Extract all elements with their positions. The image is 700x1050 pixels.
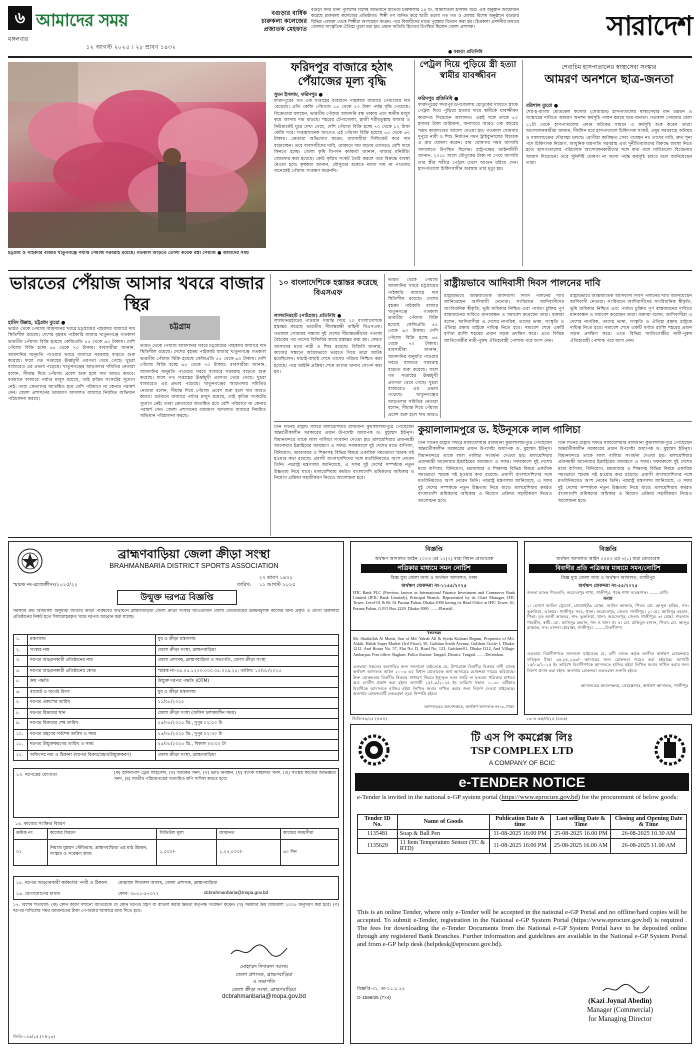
sports-intro: সরকারি ক্রয় বিধিমালা অনুযায়ী জাতীয় ক্রীড়া পরিষদের অর্থায়নে ব্রাহ্মণবাড়িয়া জেলা ক্রীড়া সংস্থার আওতাধীন জেলা স্টেডিয়ামের উন্নয়নমূলক কাজের জন্য প্রকৃত ও যোগ্য ঠিকাদারী প্রতিষ্ঠানের নিকট হতে সিলমোহরকৃত খামে দরপত্র আহ্বান করা যাচ্ছে। [13, 609, 339, 620]
table-cell: সংস্থার নাম [27, 645, 155, 656]
tsp-tender-table: Tender ID No. Name of Goods Publication Date & time Last selling Date & Time Closing and Opening Date & Time 1135481 Soap & Ball Pen 11-08-2025 16:00 PM 25-08-2025 16.00 PM 26-08-2025 10.30 AM 1135629 11 Item Temperature Sensor (TC & RTD) 11-08-2025 16:00 PM 25-08-2025 16.00 AM 26-08-2025 11.00 AM [357, 814, 687, 854]
story2-body: ফরিদপুরের সদরপুর উপজেলায় যৌতুকের দাবিতে স্ত্রীকে পেট্রল দিয়ে পুড়িয়ে হত্যার দায়ে স্বামীকে যাবজ্জীবন কারাদণ্ড দিয়েছেন আদালত। একই সঙ্গে তাকে ৫০ হাজার টাকা জরিমানা, অনাদায়ে আরও এক বছরের সশ্রম কারাদণ্ডের আদেশ দেওয়া হয়। গতকাল সোমবার দুপুরে নারী ও শিশু নির্যাতন দমন ট্রাইব্যুনালের বিচারক এ রায় ঘোষণা করেন। রায় ঘোষণার সময় আসামি আদালতে উপস্থিত ছিলেন। রাষ্ট্রপক্ষের আইনজীবী জানান, ২০১৮ সালে যৌতুকের টাকা না পেয়ে আসামি তার স্ত্রীর শরীরে পেট্রল ঢেলে আগুন ধরিয়ে দেন। হাসপাতালে চিকিৎসাধীন অবস্থায় তার মৃত্যু হয়। [418, 103, 518, 173]
table-cell: দরপত্র আহ্বানকারী প্রতিষ্ঠানের কোড [27, 666, 155, 677]
work-label: ১৪. কাজের সংক্ষিপ্ত বিবরণ [15, 822, 66, 827]
teaser-lines: বগুড়ার বার্ষিক চারুকলা কলেজের প্রজাতক মেহফাত [261, 10, 307, 33]
tsp-code-mid: G-1599/25 (7×4) [357, 995, 391, 1000]
table-row [14, 750, 339, 761]
sports-org-bn: ব্রাহ্মণবাড়িয়া জেলা ক্রীড়া সংস্থা [117, 547, 271, 561]
signer-name: মোহাম্মদ দিদারুল আলম [240, 964, 288, 970]
story1-body: ফরিদপুরের গত এক সপ্তাহের ব্যবধানে পাইকারি বাজারে পেঁয়াজের দাম বেড়েছে। প্রতি কেজি পেঁয়াজে ১৫ থেকে ২০ টাকা পর্যন্ত বৃদ্ধি পেয়েছে। বিক্রেতারা বলছেন, ভারতীয় পেঁয়াজ আমদানি বন্ধ থাকায় এবং স্থানীয় মজুদ কমে আসায় দাম বাড়ছে। শহরের টেপাখোলা, হাজী শরীয়তুল্লাহ বাজার ও নিউমার্কেট ঘুরে দেখা গেছে, দেশি পেঁয়াজ বিক্রি হচ্ছে ৭০ থেকে ৮০ টাকা কেজি দরে। সপ্তাহখানেক আগেও এই পেঁয়াজ বিক্রি হয়েছে ৫৫ থেকে ৬০ টাকায়। ক্রেতারা অভিযোগ করেন, ব্যবসায়ীরা সিন্ডিকেট করে দাম বাড়াচ্ছেন। তবে ব্যবসায়ীদের দাবি, মোকামে দাম বাড়ায় তাদেরও বেশি দামে কিনতে হচ্ছে। জেলা কৃষি বিপণন কর্মকর্তা জানান, বাজার মনিটরিং জোরদার করা হয়েছে। কেউ কৃত্রিম সংকট তৈরি করলে তার বিরুদ্ধে ব্যবস্থা নেওয়া হবে। কৃষকরা জানান, মৌসুমের শুরুতে ন্যায্য দাম না পাওয়ায় অনেকেই পেঁয়াজ সংরক্ষণ করেননি। [274, 99, 410, 175]
signer-title: জেলা প্রশাসক, ব্রাহ্মণবাড়িয়া [235, 971, 293, 978]
sports-date-bn: ২৭ শ্রাবণ ১৪৩২ [259, 575, 293, 581]
table-cell: ৪. [14, 666, 28, 677]
paper-logo [36, 8, 186, 30]
masthead [8, 6, 692, 56]
court2-defendants: ১। মেসার্স জাবিন ট্রেডার্স, প্রোপ্রাইটর: মোছা. জাবিন আক্তার, পিতা: মো. আব্দুল হাকিম, সাং: ভুরুলিয়া, ডাকঘর: গাজীপুর সদর, থানা: জয়দেবপুর, জেলা: গাজীপুর। ২। মো. আনিসুর রহমান, পিতা: মৃত আলী আকবর, সাং: ভুরুলিয়া, থানা: জয়দেবপুর, জেলা: গাজীপুর। ৩। মোছা. শাহনাজ পারভীন, স্বামী: মো. আনিসুর রহমান, সাং ও থানা ঐ। ৪। মো. রাকিবুল হাসান, পিতা: মো. আব্দুর রাজ্জাক, সাং: চান্দনা চৌরাস্তা, গাজীপুর। ........বিবাদীগণ। [527, 603, 689, 631]
continuation-col: ভারত থেকে পেঁয়াজ আমদানির খবরে চট্টগ্রামের পাইকারি বাজারে দাম স্থিতিশীল রয়েছে। দেশের বৃহত্তম পাইকারি বাজার খাতুনগঞ্জে গতকাল ভারতীয় পেঁয়াজ বিক্রি হয়েছে কেজিপ্রতি ৫৫ থেকে ৬০ টাকায়। দেশি পেঁয়াজ বিক্রি হচ্ছে ৬৫ থেকে ৭০ টাকায়। ব্যবসায়ীরা জানান, আমদানির অনুমতি পাওয়ার খবরে বাজারে সরবরাহ বাড়তে শুরু করেছে। ফলে গত সপ্তাহের ঊর্ধ্বমুখী প্রবণতা থেমে গেছে। খুচরা বাজারেও এর প্রভাব পড়েছে। খাতুনগঞ্জের আড়তদার সমিতির নেতারা বলেন, সীমান্ত দিয়ে পেঁয়াজ প্রবেশ শুরু হলে দাম আরও [388, 278, 438, 418]
court2-sub: অর্থঋণ আদালত আইন ২০০৩ এর ৭(১) ধারা মোতাবেক [556, 557, 660, 562]
story4-byline: হামিদ উল্লাহ, চট্টগ্রাম ব্যুরো ● [8, 320, 66, 326]
signature-mark [229, 942, 289, 960]
table-cell: জেলা ক্রীড়া সংস্থা, ব্রাহ্মণবাড়িয়া [155, 645, 338, 656]
court1-sub: অর্থঋণ আদালত আইন ২০০৩ এর ১২(২) ধারা বিধান মোতাবেক [374, 557, 494, 562]
story4-body-right: ভারত থেকে পেঁয়াজ আমদানির খবরে চট্টগ্রামের পাইকারি বাজারে দাম স্থিতিশীল রয়েছে। দেশের বৃহত্তম পাইকারি বাজার খাতুনগঞ্জে গতকাল ভারতীয় পেঁয়াজ বিক্রি হয়েছে কেজিপ্রতি ৫৫ থেকে ৬০ টাকায়। দেশি পেঁয়াজ বিক্রি হচ্ছে ৬৫ থেকে ৭০ টাকায়। ব্যবসায়ীরা জানান, আমদানির অনুমতি পাওয়ার খবরে বাজারে সরবরাহ বাড়তে শুরু করেছে। ফলে গত সপ্তাহের ঊর্ধ্বমুখী প্রবণতা থেমে গেছে। খুচরা বাজারেও এর প্রভাব পড়েছে। খাতুনগঞ্জের আড়তদার সমিতির নেতারা বলেন, সীমান্ত দিয়ে পেঁয়াজ প্রবেশ শুরু হলে দাম আরও কমবে। বর্তমানে বাজারে পর্যাপ্ত মজুদ রয়েছে, তাই কৃত্রিম সংকটের সুযোগ নেই। তারা ক্রেতাদের আতঙ্কিত হয়ে বেশি পরিমাণে না কেনার পরামর্শ দেন। জেলা প্রশাসনের ভ্রাম্যমাণ আদালত বাজারে নিয়মিত অভিযান পরিচালনা করছে। [140, 344, 266, 420]
court-notice-ad-2 [524, 541, 692, 715]
table-cell: ৮. [14, 708, 28, 719]
sports-date-en: ১১ আগস্ট ২০২৫ [259, 582, 296, 588]
page-number: ৬ [8, 6, 32, 30]
eligibility-label: ১৩. দরপত্রের যোগ্যতা [16, 773, 58, 778]
photo-caption: চট্টগ্রাম ও পাইকারি বাজার খাতুনগঞ্জে পর্যাপ্ত পেঁয়াজ সরবরাহ রয়েছে। গতকাল আড়তে তোলা কয়েক বস্তা পেঁয়াজ ● আমাদের সময় [8, 251, 249, 256]
tsp-signer: (Kazi Joynal Abedin) [588, 997, 652, 1005]
onion-sacks-illustration [8, 62, 266, 248]
bcic-logo [653, 733, 687, 767]
story2-headline: পেট্রল দিয়ে পুড়িয়ে স্ত্রী হত্যা স্বামীর যাবজ্জীবন [419, 60, 517, 81]
tsp-tender-ad [350, 724, 692, 1044]
table-cell: বাজেট ও অর্থের উৎস [27, 687, 155, 698]
story2-byline: ফরিদপুর প্রতিনিধি ● [418, 96, 459, 102]
table-row [14, 635, 339, 646]
teaser-text: বগুড়া সদর থানা পুলিশের বিশেষ অভিযানে হাতিয়ে চারুকলার ১৪ টি, আমলিগুল ইসলাম ধরে। এক অনুষ্ঠান আয়োজন করেছে চারুকলা কলেজের প্রতিষ্ঠাতা। শিল্পী গণ জনিত করে ছাত্রী গুলো গত গত ও মেলার বিশেষ অনুষ্ঠানে বগুড়ার বিভিন্ন এলাকা থেকে শিল্পীরা অংশগ্রহণ করেন। পরে বিজয়ীদের মাঝে পুরস্কার বিতরণ করা হয়। চিত্রকলা প্রদর্শনীর মাধ্যমে জেলার সাংস্কৃতিক ঐতিহ্য তুলে ধরা হয়। প্রধান অতিথি হিসেবে উপস্থিত ছিলেন জেলা প্রশাসক। [311, 8, 519, 31]
court2-plaintiff: জনতা ব্যাংক পিএলসি, জয়দেবপুর শাখা, গাজীপুর, পক্ষে শাখা ব্যবস্থাপক। ........বাদী। [527, 590, 669, 595]
court-notice-ad-1 [350, 541, 518, 631]
table-cell: অফিসের নাম ও ঠিকানা (দরপত্র বিক্রয়/গ্রহণ/উন্মুক্তকরণ) [27, 750, 155, 761]
story3-body: শের-ই-বাংলা মেডিকেল কলেজ (শেবাচিম) হাসপাতালের স্বাস্থ্যসেবার মান উন্নয়ন ও সংস্কারের দাবিতে আমরণ অনশন কর্মসূচি পালন করছে ছাত্র-জনতা। গতকাল সোমবার বেলা ১১টা থেকে হাসপাতালের প্রধান ফটকের সামনে এ কর্মসূচি শুরু করেন তারা। আন্দোলনকারীরা জানান, দীর্ঘদিন ধরে হাসপাতালে চিকিৎসক সংকট, ওষুধ সরবরাহে অনিয়ম ও দালালচক্রের দৌরাত্ম্য চলছে। রোগীরা কাঙ্ক্ষিত সেবা পাচ্ছেন না। তাদের দাবি, দ্রুত শূন্য পদে চিকিৎসক নিয়োগ, আধুনিক যন্ত্রপাতি সরবরাহ এবং দুর্নীতিবাজদের বিরুদ্ধে ব্যবস্থা নিতে হবে। হাসপাতালের পরিচালক আন্দোলনকারীদের সঙ্গে কথা বলে দাবিগুলো বিবেচনার আশ্বাস দিয়েছেন। তবে সুনির্দিষ্ট ঘোষণা না আসা পর্যন্ত কর্মসূচি চলবে বলে জানিয়েছেন তারা। [526, 110, 692, 167]
story5-byline: লালমনিরহাট (পাটগ্রাম) প্রতিনিধি ● [274, 314, 342, 319]
story5-body: লালমনিরহাটের পাটগ্রাম সীমান্ত দিয়ে ১০ বাংলাদেশিকে হস্তান্তর করেছে ভারতীয় সীমান্তরক্ষী বাহিনী বিএসএফ। গতকাল সোমবার সন্ধ্যায় দুই দেশের সীমান্তরক্ষীদের পতাকা বৈঠকের পর তাদের বিজিবির কাছে হস্তান্তর করা হয়। ফেরত আসাদের মধ্যে নারী ও শিশু রয়েছে। বিজিবি জানায়, কাজের সন্ধানে অবৈধভাবে ভারতে গিয়ে তারা আটক হয়েছিলেন। যাচাই-বাছাই শেষে তাদের পরিচয় নিশ্চিত করা হয়েছে। পরে আইনি প্রক্রিয়া শেষে তাদের থানায় সোপর্দ করা হয়। [274, 319, 382, 376]
court2-org: বিজ্ঞপ্তি [599, 546, 617, 553]
table-cell: জেলা ক্রীড়া সংস্থা, ব্রাহ্মণবাড়িয়া [155, 750, 338, 761]
story4-body-left: ভারত থেকে পেঁয়াজ আমদানির খবরে চট্টগ্রামের পাইকারি বাজারে দাম স্থিতিশীল রয়েছে। দেশের বৃহত্তম পাইকারি বাজার খাতুনগঞ্জে গতকাল ভারতীয় পেঁয়াজ বিক্রি হয়েছে কেজিপ্রতি ৫৫ থেকে ৬০ টাকায়। দেশি পেঁয়াজ বিক্রি হচ্ছে ৬৫ থেকে ৭০ টাকায়। ব্যবসায়ীরা জানান, আমদানির অনুমতি পাওয়ার খবরে বাজারে সরবরাহ বাড়তে শুরু করেছে। ফলে গত সপ্তাহের ঊর্ধ্বমুখী প্রবণতা থেমে গেছে। খুচরা বাজারেও এর প্রভাব পড়েছে। খাতুনগঞ্জের আড়তদার সমিতির নেতারা বলেন, সীমান্ত দিয়ে পেঁয়াজ প্রবেশ শুরু হলে দাম আরও কমবে। বর্তমানে বাজারে পর্যাপ্ত মজুদ রয়েছে, তাই কৃত্রিম সংকটের সুযোগ নেই। তারা ক্রেতাদের আতঙ্কিত হয়ে বেশি পরিমাণে না কেনার পরামর্শ দেন। জেলা প্রশাসনের ভ্রাম্যমাণ আদালত বাজারে নিয়মিত অভিযান পরিচালনা করছে। [8, 327, 135, 403]
court1-versus: Versus [426, 631, 442, 636]
story7-body-a: তিন দিনের রাষ্ট্রীয় সফরে মালয়েশিয়ার রাজধানী কুয়ালালামপুরে পৌঁছেছেন অন্তর্বর্তীকালীন সরকারের প্রধান উপদেষ্টা অধ্যাপক ড. মুহাম্মদ ইউনূস। বিমানবন্দরে তাকে লাল গালিচা সংবর্ধনা দেওয়া হয়। মালয়েশিয়ার প্রধানমন্ত্রী আনোয়ার ইব্রাহিমের আমন্ত্রণে এ সফর। সফরকালে দুই দেশের মধ্যে বাণিজ্য, বিনিয়োগ, শ্রমবাজার ও শিক্ষাসহ বিভিন্ন বিষয়ে একাধিক সমঝোতা স্মারক সই হওয়ার কথা রয়েছে। প্রবাসী বাংলাদেশিদের সঙ্গে মতবিনিময়েও অংশ নেবেন তিনি। পররাষ্ট্র মন্ত্রণালয় জানিয়েছে, এ সফর দুই দেশের সম্পর্ককে নতুন উচ্চতায় নিয়ে যাবে। মালয়েশিয়ায় কর্মরত বাংলাদেশি শ্রমিকদের অধিকার ও নিয়োগ প্রক্রিয়া সহজীকরণ নিয়েও আলোচনা হবে। [274, 425, 414, 482]
table-cell: দরপত্র বিক্রয়ের স্থান [27, 708, 155, 719]
table-row [14, 698, 339, 709]
work-table: ক্রমিক নং কাজের বিবরণ সিডিউল মূল্য জামানত কাজের সময়সীমা ০১ নিয়াজ মুহম্মদ স্টেডিয়াম, ব্রাহ্মণবাড়িয়া এর মাঠ উন্নয়ন, সংস্কার ও সংরক্ষণ কাজ ১,০০০/- ১,২৫,০০০/- ৬০ দিন [13, 828, 339, 866]
tsp-intro: e-Tender is invited in the national e-GP system portal (https://www.eprocure.gov.bd) for the procurement of below goods: [357, 794, 679, 801]
story1-headline: ফরিদপুর বাজারে হঠাৎ পেঁয়াজের মূল্য বৃদ্ধি [290, 60, 394, 88]
court1-title: পত্রিকার মাধ্যমে সমন নোটিশ [361, 564, 507, 573]
table-cell: ১০. [14, 729, 28, 740]
court1-defendant: Mr. Shafiullah Al Munir, Son of Md. Yakub Ali & Syeda Kulsum Begum, Proprietor of M/s. Aakib, Habib Super Market (3rd Floor), 50, Gulshan South Avenue, Gulshan Circle-1, Dhaka-1212. And House No. 57, Flat No. D, Road No. 123, Gulshan-01, Dhaka-1212. And Village: Ambarpur, Post office: Bagbari, Police Station: Tangail, District: Tangail. ........Defendant. [353, 636, 515, 657]
table-row [14, 687, 339, 698]
court1-footer: আদালতের আদেশক্রমে, অর্থঋণ আদালত নং-৩, ঢাকা [424, 704, 514, 709]
story7-body-c: তিন দিনের রাষ্ট্রীয় সফরে মালয়েশিয়ার রাজধানী কুয়ালালামপুরে পৌঁছেছেন অন্তর্বর্তীকালীন সরকারের প্রধান উপদেষ্টা অধ্যাপক ড. মুহাম্মদ ইউনূস। বিমানবন্দরে তাকে লাল গালিচা সংবর্ধনা দেওয়া হয়। মালয়েশিয়ার প্রধানমন্ত্রী আনোয়ার ইব্রাহিমের আমন্ত্রণে এ সফর। সফরকালে দুই দেশের মধ্যে বাণিজ্য, বিনিয়োগ, শ্রমবাজার ও শিক্ষাসহ বিভিন্ন বিষয়ে একাধিক সমঝোতা স্মারক সই হওয়ার কথা রয়েছে। প্রবাসী বাংলাদেশিদের সঙ্গে মতবিনিময়েও অংশ নেবেন তিনি। পররাষ্ট্র মন্ত্রণালয় জানিয়েছে, এ সফর দুই দেশের সম্পর্ককে নতুন উচ্চতায় নিয়ে যাবে। মালয়েশিয়ায় কর্মরত বাংলাদেশি শ্রমিকদের অধিকার ও নিয়োগ প্রক্রিয়া সহজীকরণ নিয়েও আলোচনা হবে। [558, 441, 692, 504]
table-row [14, 656, 339, 667]
email-value[interactable]: dcbrahmanbaria@mopa.gov.bd [204, 890, 269, 895]
tsp-logo [357, 733, 391, 767]
issue-date: ১২ আগস্ট ২০২৫ । ২৮ শ্রাবণ ১৪৩২ [86, 44, 176, 51]
signer-block [189, 964, 339, 1002]
table-cell: ১১. [14, 740, 28, 751]
sports-date-label: তারিখ: [237, 582, 252, 588]
table-cell: জেলা প্রশাসক, ব্রাহ্মণবাড়িয়া ও সভাপতি, জেলা ক্রীড়া সংস্থা [155, 656, 338, 667]
sports-tender-table [13, 634, 339, 761]
table-row [14, 729, 339, 740]
table-cell: ৩. [14, 656, 28, 667]
court2-title: বিবাদীর প্রতি পত্রিকার মাধ্যমে সমন/নোটিশ [529, 564, 687, 573]
bcic-gear-logo-icon [653, 733, 687, 767]
table-cell: ৫. [14, 677, 28, 688]
story4-headline: ভারতের পেঁয়াজ আসার খবরে বাজার স্থির [9, 274, 265, 315]
table-cell: ২. [14, 645, 28, 656]
table-cell: দরপত্র উন্মুক্তকরণের তারিখ ও সময় [27, 740, 155, 751]
tsp-title: e-TENDER NOTICE [355, 773, 689, 791]
phone-value: ফোন: ০৮৫১-৫৭০২২ [118, 892, 159, 897]
sports-org-en: BRAHMANBARIA DISTRICT SPORTS ASSOCIATION [109, 563, 279, 570]
court2-versus: বনাম [603, 597, 613, 603]
table-cell: ২৫/০৮/২০২৫ খ্রি., দুপুর ০২:৩০ টা [155, 729, 338, 740]
court1-case: অর্থঋণ মোকদ্দমা নং-১১৫৫/২০২৫ [401, 584, 467, 589]
teaser-credit: ● বগুড়া প্রতিনিধি [448, 50, 483, 55]
table-row [14, 666, 339, 677]
signature-icon [601, 982, 651, 996]
table-row: 1135481 Soap & Ball Pen 11-08-2025 16:00 PM 25-08-2025 16.00 PM 26-08-2025 10.30 AM [358, 830, 687, 839]
chattogram-tag-label: চট্টগ্রাম [169, 322, 191, 331]
sports-memo: স্মারক নং-ব্রজেক্রীসং/২০২৫/২২ [13, 582, 78, 588]
table-cell: উন্মুক্ত দরপত্র পদ্ধতি (OTM) [155, 677, 338, 688]
table-cell: দরপত্র আহ্বানকারী প্রতিষ্ঠানের নাম [27, 656, 155, 667]
sports-tender-ad [8, 541, 344, 1044]
tsp-gear-logo-icon [357, 733, 391, 767]
paper-name: আমাদের সময় [36, 11, 128, 31]
table-cell: ২৫/০৮/২০২৫ খ্রি., বিকাল ০৩:০০ টা [155, 740, 338, 751]
court1-code: জিডি-৫৬/২৫ (৫×৪) [352, 716, 387, 721]
table-cell: ১১/০৮/২০২৫ [155, 698, 338, 709]
story5-headline: ১০ বাংলাদেশিকে হস্তান্তর করেছে বিএসএফ [278, 278, 378, 297]
table-cell: ৯. [14, 719, 28, 730]
table-cell: স্মারক নং-৩৪.০৫.১২০০.০০০.০৫.০২৯.২৫; তারিখ: ১০/০৮/২০২৫ [155, 666, 338, 677]
table-cell: দরপত্র বিক্রয়ের শেষ তারিখ [27, 719, 155, 730]
table-row [14, 740, 339, 751]
chattogram-tag [140, 316, 220, 340]
eprocure-link[interactable]: https://www.eprocure.gov.bd [501, 794, 578, 801]
tsp-name-bn: টি এস পি কমপ্লেক্স লিঃ [471, 731, 573, 744]
tsp-body: This is an online Tender, where only e-Tender will be accepted in the national e-GP Portal and no offline/hard copies will be accepted. To submit e-Tender, registration in the National e-GP System Portal (https://www.eprocure.gov.bd) is required . The fees for downloading the e-Tender Documents from the National e-GP System Portal have to be deposited online through any registered Bank Branches. Further information and guidelines are available in the National e-GP System Portal and from e-GP help desk (helpdesk@eprocure.gov.bd). [357, 909, 687, 948]
story7-body-b: তিন দিনের রাষ্ট্রীয় সফরে মালয়েশিয়ার রাজধানী কুয়ালালামপুরে পৌঁছেছেন অন্তর্বর্তীকালীন সরকারের প্রধান উপদেষ্টা অধ্যাপক ড. মুহাম্মদ ইউনূস। বিমানবন্দরে তাকে লাল গালিচা সংবর্ধনা দেওয়া হয়। মালয়েশিয়ার প্রধানমন্ত্রী আনোয়ার ইব্রাহিমের আমন্ত্রণে এ সফর। সফরকালে দুই দেশের মধ্যে বাণিজ্য, বিনিয়োগ, শ্রমবাজার ও শিক্ষাসহ বিভিন্ন বিষয়ে একাধিক সমঝোতা স্মারক সই হওয়ার কথা রয়েছে। প্রবাসী বাংলাদেশিদের সঙ্গে মতবিনিময়েও অংশ নেবেন তিনি। পররাষ্ট্র মন্ত্রণালয় জানিয়েছে, এ সফর দুই দেশের সম্পর্ককে নতুন উচ্চতায় নিয়ে যাবে। মালয়েশিয়ায় কর্মরত বাংলাদেশি শ্রমিকদের অধিকার ও নিয়োগ প্রক্রিয়া সহজীকরণ নিয়েও আলোচনা হবে। [418, 441, 552, 504]
story6-body-a: রাষ্ট্রীয়ভাবে আন্তর্জাতিক আদিবাসী দিবস পালনের দাবি জানিয়েছেন আদিবাসী নেতারা। সংবিধানে আদিবাসীদের সাংবিধানিক স্বীকৃতি, ভূমি অধিকার নিশ্চিত এবং পার্বত্য চুক্তির পূর্ণ বাস্তবায়নের দাবিতে মানববন্ধন ও সমাবেশ করেছেন তারা। বক্তারা বলেন, আদিবাসীরা এ দেশের নাগরিক, তাদের ভাষা, সংস্কৃতি ও ঐতিহ্য রক্ষায় রাষ্ট্রকে দায়িত্ব নিতে হবে। সমাবেশ শেষে একটি বর্ণাঢ্য র‍্যালি শহরের প্রধান সড়ক প্রদক্ষিণ করে। এতে বিভিন্ন জাতিগোষ্ঠীর নারী-পুরুষ ঐতিহ্যবাহী পোশাক পরে অংশ নেন। [444, 294, 564, 344]
table-cell: ১২. [14, 750, 28, 761]
masthead-rule [8, 56, 692, 58]
tsp-name-en: TSP COMPLEX LTD [470, 745, 574, 757]
sports-ad-code: জিডি-১৪৬/২৫ (৭×২৩) [13, 1034, 55, 1039]
section-title: সারাদেশ [606, 11, 692, 42]
court-notice-ad-1-cont [350, 631, 518, 715]
signer-email[interactable]: dcbrahmanbaria@mopa.gov.bd [222, 994, 306, 1000]
signer-org: জেলা ক্রীড়া সংস্থা, ব্রাহ্মণবাড়িয়া [231, 986, 297, 993]
table-cell: জেলা ক্রীড়া সংস্থা (অফিস চলাকালীন সময়) [155, 708, 338, 719]
court2-court: বিজ্ঞ যুগ্ম জেলা জজ ও অর্থঋণ আদালত, গাজীপুর [561, 576, 655, 581]
sports-emblem-icon [17, 548, 43, 574]
contact-label: ১৫. দরপত্র আহ্বানকারী কর্মকর্তার পদবী ও ঠিকানা [16, 881, 108, 886]
tsp-sub: A COMPANY OF BCIC [488, 760, 556, 767]
onion-market-photo [8, 62, 266, 248]
table-row [14, 677, 339, 688]
story3-byline: বরিশাল ব্যুরো ● [526, 103, 559, 109]
table-cell: মন্ত্রণালয় [27, 635, 155, 646]
story1-byline: সুমন ইসলাম, ফরিদপুর ● [274, 92, 323, 98]
table-row [14, 708, 339, 719]
signer-role: ও সভাপতি [252, 979, 276, 985]
table-cell: ৭. [14, 698, 28, 709]
court2-notice: এতদ্বারা বিবাদীগণকে জানানো যাইতেছে যে, বাদী ব্যাংক কর্তৃক আনীত অর্থঋণ মোকদ্দমায় দাবিকৃত টাকা ৩৫,৮৫,২৩৩/- আদায়ের জন্য মোকদ্দমা দায়ের করা হইয়াছে। আগামী ১৫/০৯/২০২৫ ইং তারিখে বিবাদীগণকে আদালতে হাজির হইয়া লিখিত জবাব দাখিল করার জন্য নির্দেশ প্রদান করা হইল। অন্যথায় মোকদ্দমা একতরফা শুনানি হইবে। [527, 651, 689, 673]
issue-day: মঙ্গলবার [8, 36, 29, 43]
sports-title: উন্মুক্ত দরপত্র বিজ্ঞপ্তি [117, 590, 237, 605]
table-row [14, 645, 339, 656]
story7-headline: কুয়ালালামপুরে ড. ইউনূসকে লাল গালিচা [418, 425, 581, 436]
contact-row [13, 876, 339, 900]
story6-body-b: রাষ্ট্রীয়ভাবে আন্তর্জাতিক আদিবাসী দিবস পালনের দাবি জানিয়েছেন আদিবাসী নেতারা। সংবিধানে আদিবাসীদের সাংবিধানিক স্বীকৃতি, ভূমি অধিকার নিশ্চিত এবং পার্বত্য চুক্তির পূর্ণ বাস্তবায়নের দাবিতে মানববন্ধন ও সমাবেশ করেছেন তারা। বক্তারা বলেন, আদিবাসীরা এ দেশের নাগরিক, তাদের ভাষা, সংস্কৃতি ও ঐতিহ্য রক্ষায় রাষ্ট্রকে দায়িত্ব নিতে হবে। সমাবেশ শেষে একটি বর্ণাঢ্য র‍্যালি শহরের প্রধান সড়ক প্রদক্ষিণ করে। এতে বিভিন্ন জাতিগোষ্ঠীর নারী-পুরুষ ঐতিহ্যবাহী পোশাক পরে অংশ নেন। [570, 294, 692, 344]
court1-plaintiff: IFIC Bank PLC (Previous known as International Finance Investment and Commerce Bank Limited (IFIC Bank Limited)), Principal Branch, Represented by its Chief Manager, IFIC Tower, Level-01 & 06, 61 Purana Paltan, Dhaka-1000 having its Head Office at IFIC Tower, 61, Purana Paltan, G.P.O Box 2229, Dhaka-1000. ........Plaintiff. [353, 590, 515, 611]
story3-kicker: শেবাচিম হাসপাতালের স্বাস্থ্যসেবা সংস্কার [561, 64, 657, 71]
table-cell: ১. [14, 635, 28, 646]
eligibility-text: (ক) হালনাগাদ ট্রেড লাইসেন্স, (খ) আয়কর সনদ, (গ) ভ্যাট নিবন্ধন, (ঘ) ব্যাংক সচ্ছলতা সনদ, (ঙ) সংশ্লিষ্ট কাজের অভিজ্ঞতা সনদ, (চ) জাতীয় পরিচয়পত্রের সত্যায়িত কপি দাখিল করতে হবে। [114, 771, 336, 782]
table-cell: ২৪/০৮/২০২৫ খ্রি., দুপুর ০২:০০ টা [155, 719, 338, 730]
table-cell: দরপত্র গ্রহণের সর্বশেষ তারিখ ও সময় [27, 729, 155, 740]
phone-label: ১৬. যোগাযোগের মাধ্যম [16, 892, 61, 897]
special-notes: ১৭. বিশেষ শর্তাবলি: (ক) কোন কারণ দর্শানো ব্যতিরেকে যে কোন দরপত্র গ্রহণ বা বাতিল করার ক্ষমতা কর্তৃপক্ষ সংরক্ষণ করেন। (খ) সরকারি ক্রয় বিধিমালা ২০০৮ অনুসরণ করা হবে। (গ) দরপত্র দাখিলের সময় জামানতের টাকা পে-অর্ডার আকারে জমা দিতে হবে। [13, 903, 339, 914]
table-row: 1135629 11 Item Temperature Sensor (TC & RTD) 11-08-2025 16:00 PM 25-08-2025 16.00 AM 26-08-2025 11.00 AM [358, 839, 687, 854]
story3-headline: আমরণ অনশনে ছাত্র-জনতা [544, 72, 674, 86]
sports-logo [17, 548, 43, 574]
tsp-signature-mark [601, 981, 651, 995]
court2-footer: আদালতের আদেশক্রমে, সেরেস্তাদার, অর্থঋণ আদালত, গাজীপুর [580, 683, 688, 689]
table-cell: ক্রয় পদ্ধতি [27, 677, 155, 688]
contact-value: মোহাম্মদ দিদারুল আলম, জেলা প্রশাসক, ব্রাহ্মণবাড়িয়া [118, 881, 218, 886]
tsp-signer-block [551, 997, 689, 1024]
tsp-code-left: বিজ্ঞপ্তি-৩১, তা-১১.৮.২৫ [357, 987, 405, 992]
tsp-signer-title: Manager (Commercial) [587, 1006, 653, 1014]
table-cell: ৬. [14, 687, 28, 698]
court2-code: ১৩০৪ ৩ক/ঢা/২৫ (৪×৬) [526, 716, 568, 721]
court1-court: বিজ্ঞ যুগ্ম জেলা জজ ও অর্থঋণ আদালত, ঢাকা [390, 576, 478, 581]
signature-icon [229, 942, 289, 960]
court1-org: বিজ্ঞপ্তি [425, 546, 443, 553]
eligibility-block [13, 768, 339, 818]
tsp-signer-sub: for Managing Director [588, 1015, 652, 1023]
table-cell: যুব ও ক্রীড়া মন্ত্রণালয় [155, 635, 338, 646]
table-row [14, 719, 339, 730]
court2-case: অর্থঋণ মোকদ্দমা নং-৫৫/২০২৫ [578, 584, 638, 589]
court1-notice: এতদ্বারা সকলের অবগতির জন্য জানানো যাইতেছে যে, উপরোক্ত বিবাদীর বিরুদ্ধে বাদী ব্যাংক অর্থঋণ আদালত আইন ২০০৩ এর বিধান মোতাবেক অর্থ আদায়ের মোকদ্দমা দায়ের করিয়াছে। উক্ত মোকদ্দমায় বিবাদীর বিরুদ্ধে সাধারণ নিয়মে ইস্যুকৃত সমন জারি না হওয়ায় পত্রিকার মাধ্যমে অত্র নোটিশ প্রকাশ করা হইল। আগামী ২৫/০৯/২০২৫ ইং তারিখে সকাল ১০.৩০ ঘটিকায় বিবাদীকে আদালতে হাজির হইয়া লিখিত জবাব দাখিল করার জন্য নির্দেশ দেওয়া যাইতেছে। অন্যথায় মোকদ্দমাটি একতরফা সূত্রে নিষ্পত্তি হইবে। [353, 664, 515, 697]
story6-headline: রাষ্ট্রীয়ভাবে আদিবাসী দিবস পালনের দাবি [444, 278, 601, 289]
table-cell: যুব ও ক্রীড়া মন্ত্রণালয় [155, 687, 338, 698]
table-cell: দরপত্র প্রকাশের তারিখ [27, 698, 155, 709]
